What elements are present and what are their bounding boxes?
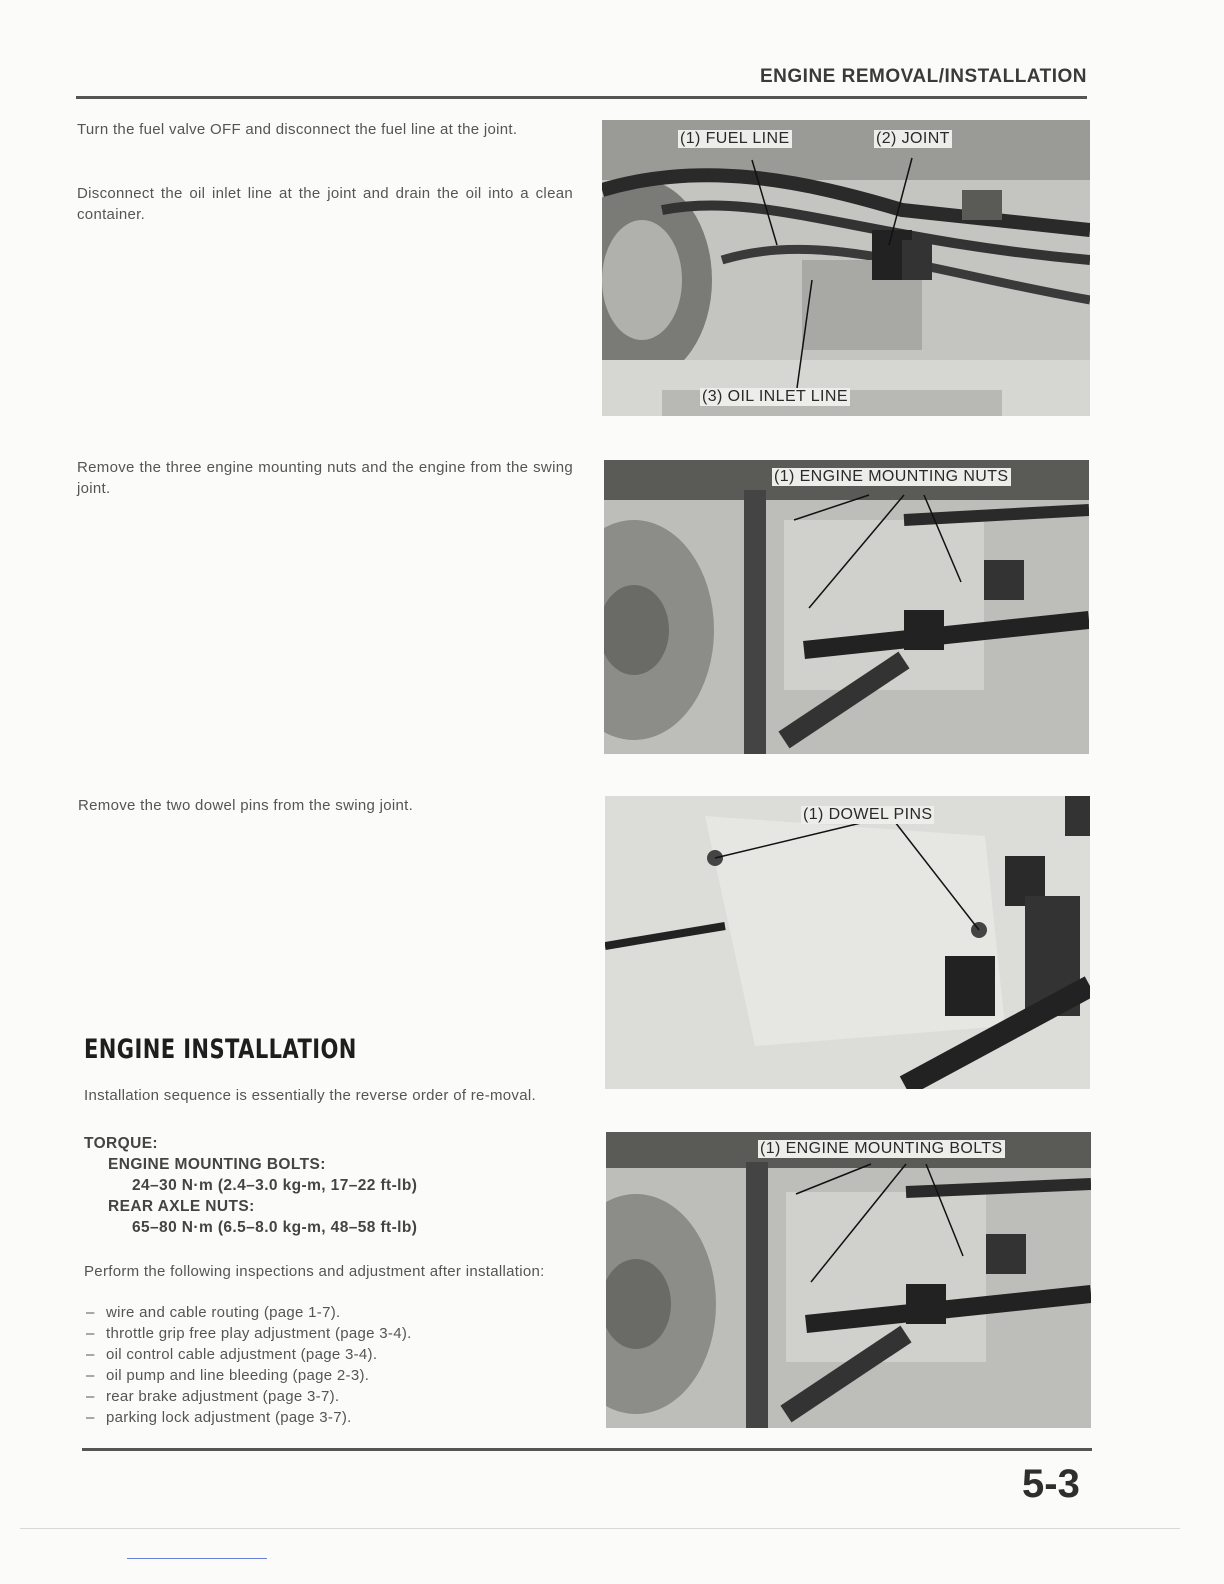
link-underline bbox=[127, 1558, 267, 1559]
photo-dowel-pins bbox=[605, 796, 1090, 1089]
section-title-engine-installation: ENGINE INSTALLATION bbox=[84, 1034, 357, 1065]
page-number: 5-3 bbox=[1022, 1462, 1080, 1506]
step-text-mounting-nuts: Remove the three engine mounting nuts and the engine from the swing joint. bbox=[77, 459, 573, 497]
list-item: – wire and cable routing (page 1-7). bbox=[84, 1302, 584, 1323]
step-text-fuel-valve: Turn the fuel valve OFF and disconnect the fuel line at the joint. bbox=[77, 121, 518, 138]
photo-fuel-line-joint bbox=[602, 120, 1090, 416]
list-item: – parking lock adjustment (page 3-7). bbox=[84, 1407, 584, 1428]
torque-item-name: REAR AXLE NUTS: bbox=[108, 1198, 255, 1215]
callout-oil-inlet-line: (3) OIL INLET LINE bbox=[702, 388, 848, 405]
torque-item-value: 65–80 N·m (6.5–8.0 kg-m, 48–58 ft-lb) bbox=[132, 1219, 418, 1236]
callout-joint: (2) JOINT bbox=[876, 130, 950, 147]
photo-engine-mounting-bolts bbox=[606, 1132, 1091, 1428]
torque-spec-block bbox=[84, 1133, 584, 1238]
callout-engine-mounting-bolts: (1) ENGINE MOUNTING BOLTS bbox=[760, 1140, 1003, 1157]
list-item: – throttle grip free play adjustment (page 3-4). bbox=[84, 1323, 584, 1344]
header-rule bbox=[76, 96, 1087, 99]
footer-rule bbox=[82, 1448, 1092, 1451]
callout-dowel-pins: (1) DOWEL PINS bbox=[803, 806, 933, 823]
inspection-checklist bbox=[84, 1302, 584, 1428]
torque-item-name: ENGINE MOUNTING BOLTS: bbox=[108, 1156, 326, 1173]
after-installation-intro: Perform the following inspections and adjustment after installation: bbox=[84, 1263, 545, 1280]
list-item: – oil pump and line bleeding (page 2-3). bbox=[84, 1365, 584, 1386]
list-item: – rear brake adjustment (page 3-7). bbox=[84, 1386, 584, 1407]
step-text-oil-inlet: Disconnect the oil inlet line at the joint and drain the oil into a clean container. bbox=[77, 185, 573, 223]
step-text-dowel-pins: Remove the two dowel pins from the swing joint. bbox=[78, 797, 414, 814]
callout-engine-mounting-nuts: (1) ENGINE MOUNTING NUTS bbox=[774, 468, 1009, 485]
list-item: – oil control cable adjustment (page 3-4). bbox=[84, 1344, 584, 1365]
torque-label: TORQUE: bbox=[84, 1135, 158, 1152]
installation-intro: Installation sequence is essentially the reverse order of re-moval. bbox=[84, 1087, 536, 1104]
photo-engine-mounting-nuts bbox=[604, 460, 1089, 754]
callout-fuel-line: (1) FUEL LINE bbox=[680, 130, 790, 147]
torque-item-value: 24–30 N·m (2.4–3.0 kg-m, 17–22 ft-lb) bbox=[132, 1177, 418, 1194]
scan-edge-line bbox=[20, 1528, 1180, 1529]
page-header-title: ENGINE REMOVAL/INSTALLATION bbox=[760, 66, 1087, 87]
